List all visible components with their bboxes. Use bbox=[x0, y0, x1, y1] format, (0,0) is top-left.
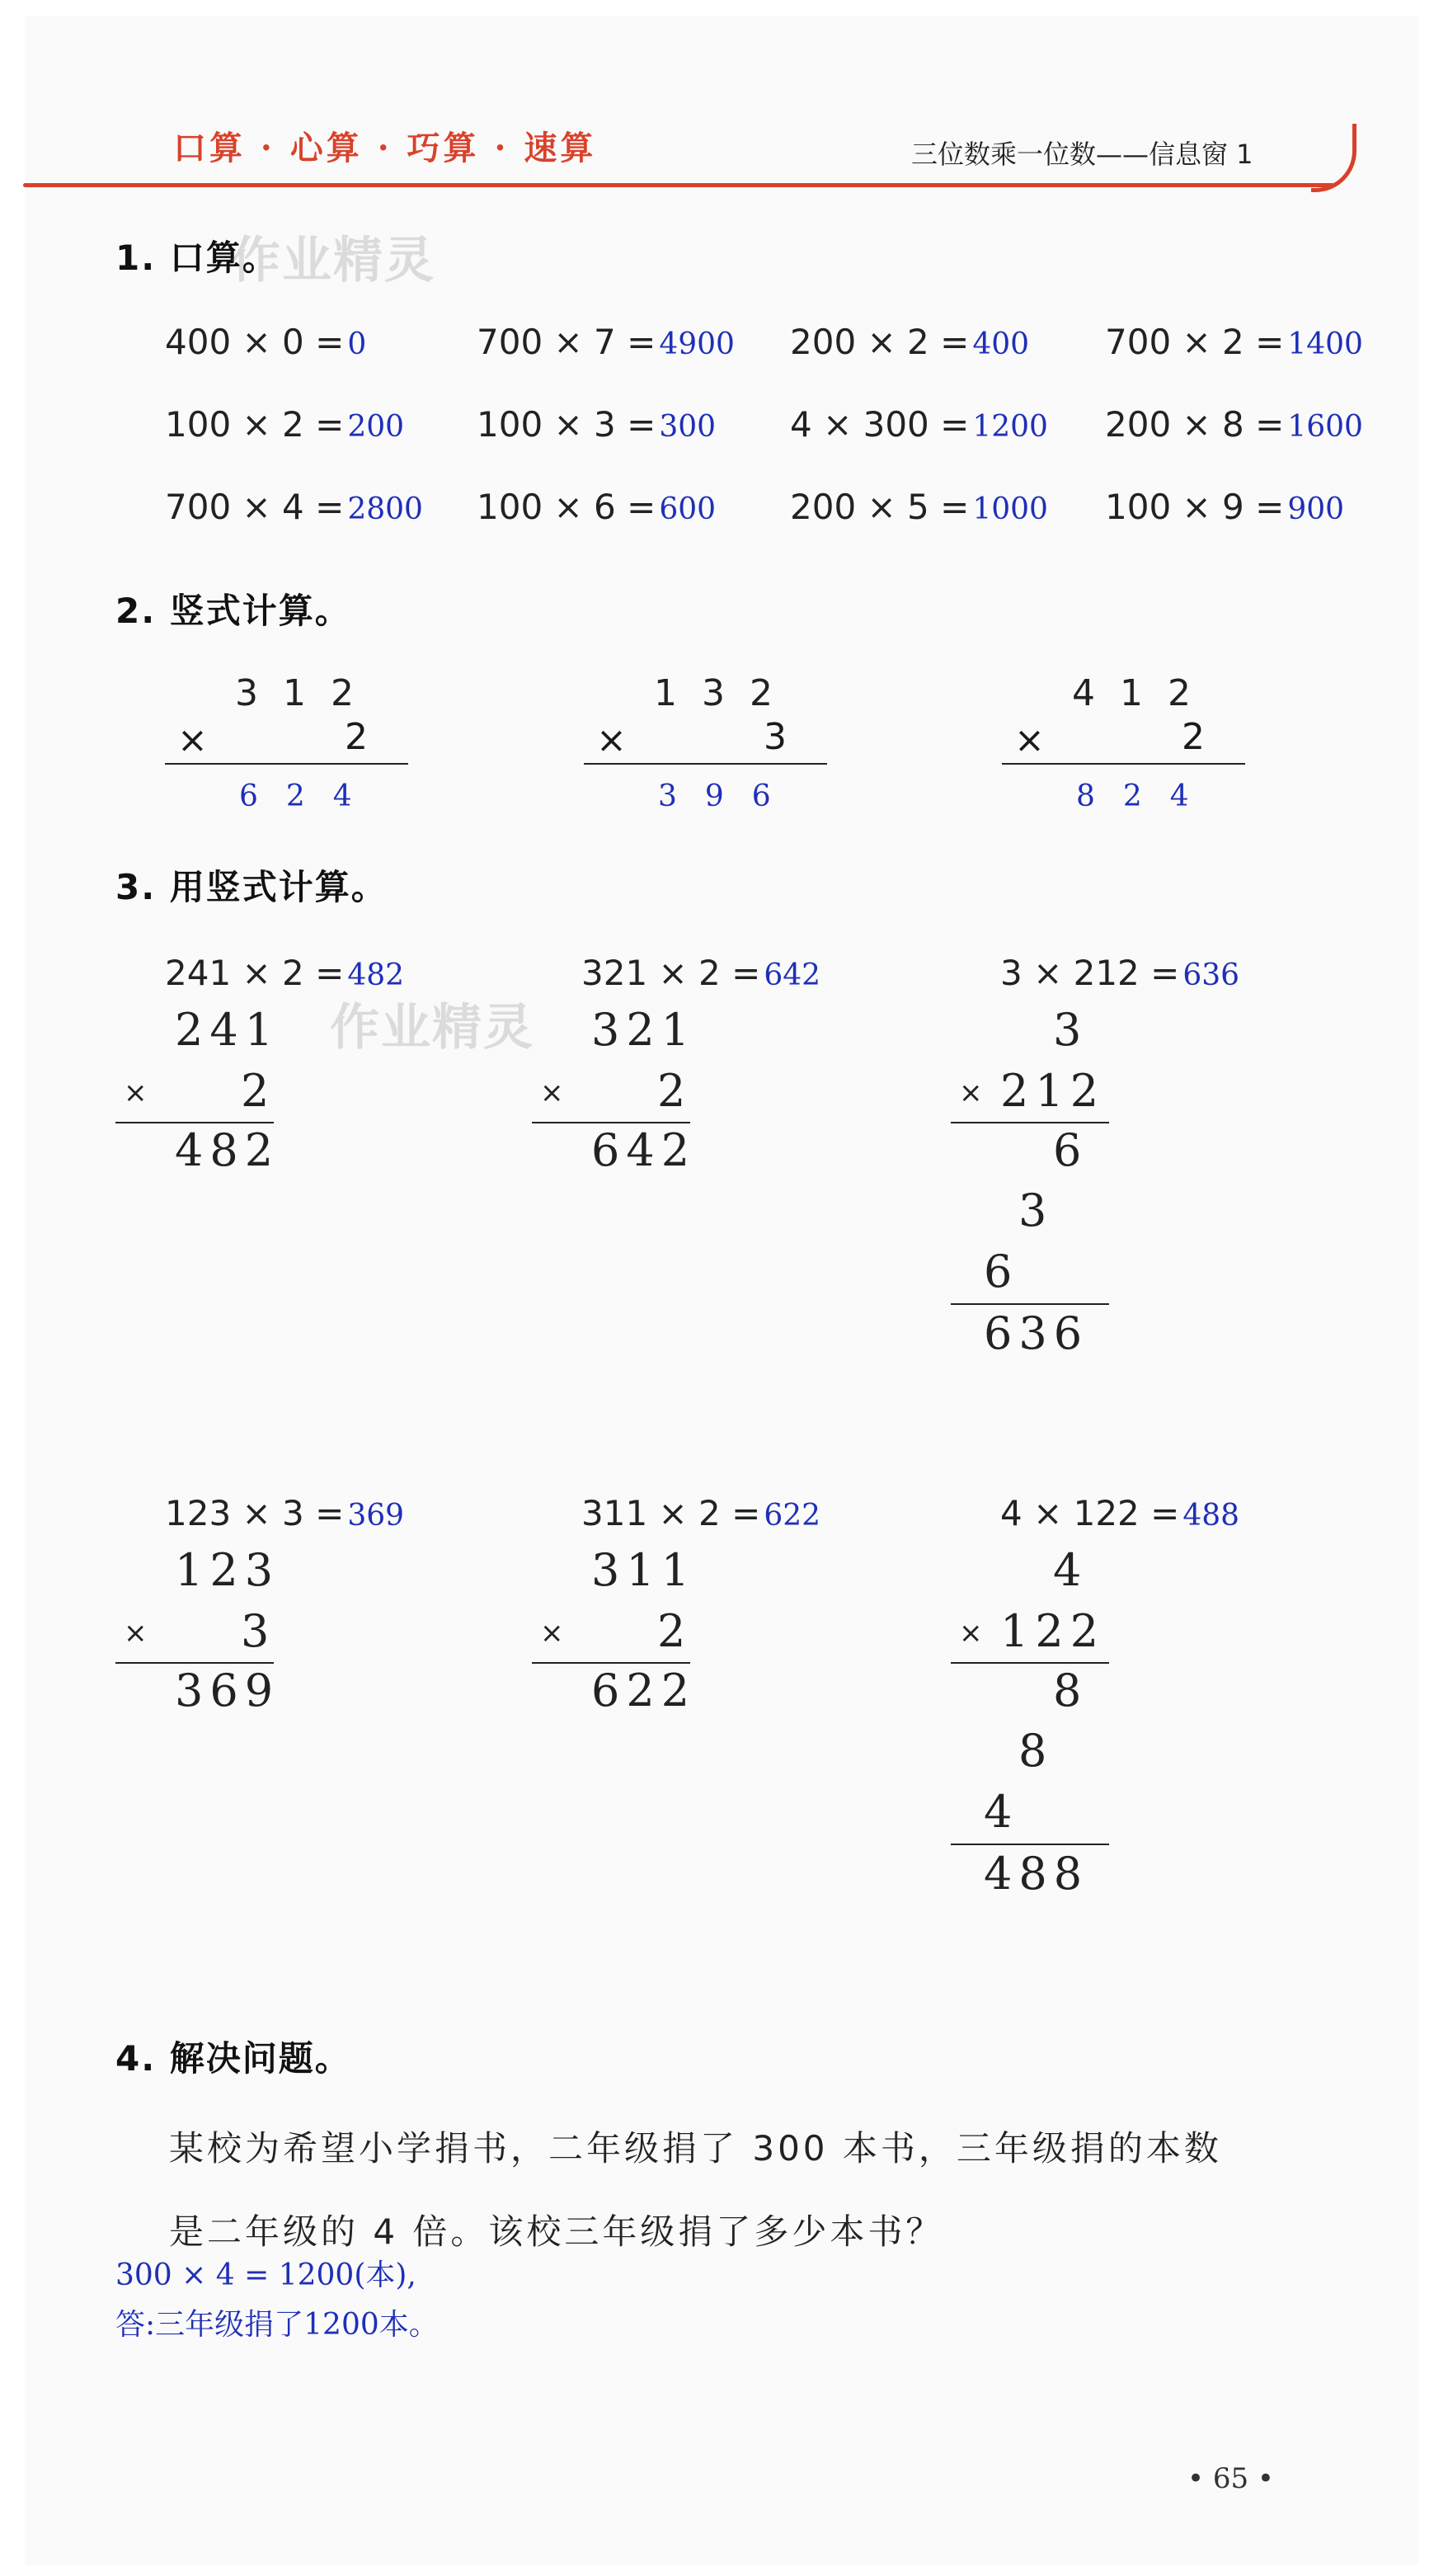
vertical-top-number: 412 bbox=[1072, 672, 1215, 714]
written-result: 622 bbox=[591, 1665, 697, 1717]
multiply-sign: × bbox=[124, 1076, 148, 1109]
watermark: 作业精灵 bbox=[231, 232, 435, 290]
oral-calc-item bbox=[1105, 322, 1363, 362]
written-calc-expression: 4 × 122 = bbox=[1000, 1493, 1180, 1533]
oral-calc-item bbox=[165, 322, 366, 362]
multiply-sign: × bbox=[540, 1076, 564, 1109]
oral-calc-item bbox=[477, 404, 716, 445]
oral-calc-expression: 700 × 2 = bbox=[1105, 322, 1285, 362]
partial-product: 8 bbox=[1018, 1725, 1054, 1777]
oral-calc-answer: 200 bbox=[347, 410, 405, 444]
oral-calc-answer: 400 bbox=[972, 327, 1030, 361]
written-calc-answer: 369 bbox=[347, 1499, 405, 1533]
written-bottom-number: 212 bbox=[1000, 1065, 1106, 1117]
answer-line: 答:三年级捐了1200本。 bbox=[115, 2308, 439, 2342]
written-rule bbox=[532, 1122, 690, 1123]
vertical-bottom-number: 2 bbox=[345, 716, 368, 758]
header-left-title: 口算 · 心算 · 巧算 · 速算 bbox=[173, 129, 597, 167]
written-result: 488 bbox=[984, 1848, 1089, 1900]
written-rule bbox=[115, 1662, 274, 1664]
written-calc-header bbox=[1000, 953, 1239, 993]
written-rule bbox=[951, 1122, 1109, 1123]
oral-calc-expression: 100 × 3 = bbox=[477, 404, 656, 445]
oral-calc-answer: 2800 bbox=[347, 492, 423, 526]
multiply-sign: × bbox=[959, 1076, 983, 1109]
vertical-rule bbox=[165, 763, 408, 765]
partial-product: 4 bbox=[984, 1786, 1019, 1838]
written-top-number: 321 bbox=[591, 1004, 697, 1056]
written-calc-header bbox=[165, 953, 404, 993]
written-calc-expression: 123 × 3 = bbox=[165, 1493, 345, 1533]
oral-calc-answer: 900 bbox=[1287, 492, 1345, 526]
oral-calc-item bbox=[1105, 404, 1363, 445]
section4-title: 4. 解决问题。 bbox=[115, 2038, 351, 2079]
written-result: 642 bbox=[591, 1124, 697, 1176]
section3-title: 3. 用竖式计算。 bbox=[115, 867, 388, 907]
written-rule bbox=[532, 1662, 690, 1664]
oral-calc-expression: 200 × 2 = bbox=[790, 322, 970, 362]
oral-calc-item bbox=[790, 487, 1048, 527]
vertical-answer: 824 bbox=[1076, 779, 1217, 813]
written-calc-answer: 488 bbox=[1182, 1499, 1240, 1533]
vertical-top-number: 312 bbox=[235, 672, 378, 714]
written-bottom-number: 2 bbox=[241, 1065, 276, 1117]
oral-calc-expression: 100 × 2 = bbox=[165, 404, 345, 445]
oral-calc-answer: 1000 bbox=[972, 492, 1048, 526]
oral-calc-expression: 700 × 7 = bbox=[477, 322, 656, 362]
page-background bbox=[25, 16, 1418, 2565]
oral-calc-expression: 4 × 300 = bbox=[790, 404, 970, 445]
oral-calc-item bbox=[477, 487, 716, 527]
written-calc-expression: 3 × 212 = bbox=[1000, 953, 1180, 993]
written-bottom-number: 122 bbox=[1000, 1605, 1106, 1657]
oral-calc-answer: 600 bbox=[659, 492, 717, 526]
vertical-rule bbox=[584, 763, 827, 765]
watermark-2: 作业精灵 bbox=[330, 999, 534, 1057]
written-top-number: 241 bbox=[175, 1004, 280, 1056]
section1-title: 1. 口算。 bbox=[115, 238, 279, 278]
written-calc-header bbox=[1000, 1493, 1239, 1533]
partial-product: 6 bbox=[1053, 1124, 1088, 1176]
written-calc-answer: 642 bbox=[764, 958, 821, 992]
multiply-sign: × bbox=[596, 719, 627, 761]
written-top-number: 311 bbox=[591, 1544, 697, 1596]
section2-title: 2. 竖式计算。 bbox=[115, 591, 351, 631]
multiply-sign: × bbox=[124, 1617, 148, 1650]
written-bottom-number: 3 bbox=[241, 1605, 276, 1657]
written-result: 636 bbox=[984, 1307, 1089, 1359]
written-calc-answer: 482 bbox=[347, 958, 405, 992]
written-calc-header bbox=[581, 953, 820, 993]
solution-line: 300 × 4 = 1200(本), bbox=[115, 2258, 416, 2292]
written-rule bbox=[115, 1122, 274, 1123]
oral-calc-answer: 1600 bbox=[1287, 410, 1363, 444]
written-bottom-number: 2 bbox=[657, 1065, 693, 1117]
written-top-number: 3 bbox=[1053, 1004, 1088, 1056]
written-top-number: 4 bbox=[1053, 1544, 1088, 1596]
vertical-bottom-number: 3 bbox=[764, 716, 787, 758]
oral-calc-item bbox=[477, 322, 735, 362]
partial-product: 8 bbox=[1053, 1665, 1088, 1717]
oral-calc-item bbox=[790, 322, 1029, 362]
oral-calc-answer: 1200 bbox=[972, 410, 1048, 444]
oral-calc-expression: 400 × 0 = bbox=[165, 322, 345, 362]
written-calc-answer: 636 bbox=[1182, 958, 1240, 992]
oral-calc-answer: 300 bbox=[659, 410, 717, 444]
written-calc-expression: 241 × 2 = bbox=[165, 953, 345, 993]
written-rule bbox=[951, 1303, 1109, 1305]
oral-calc-answer: 1400 bbox=[1287, 327, 1363, 361]
oral-calc-item bbox=[165, 487, 423, 527]
written-calc-header bbox=[165, 1493, 404, 1533]
oral-calc-expression: 700 × 4 = bbox=[165, 487, 345, 527]
written-calc-expression: 321 × 2 = bbox=[581, 953, 761, 993]
oral-calc-item bbox=[790, 404, 1048, 445]
oral-calc-expression: 100 × 9 = bbox=[1105, 487, 1285, 527]
page-number: • 65 • bbox=[1187, 2462, 1274, 2495]
written-calc-header bbox=[581, 1493, 820, 1533]
vertical-answer: 396 bbox=[658, 779, 799, 813]
multiply-sign: × bbox=[540, 1617, 564, 1650]
written-bottom-number: 2 bbox=[657, 1605, 693, 1657]
written-rule bbox=[951, 1844, 1109, 1845]
oral-calc-answer: 0 bbox=[347, 327, 367, 361]
partial-product: 3 bbox=[1018, 1184, 1054, 1236]
oral-calc-expression: 200 × 8 = bbox=[1105, 404, 1285, 445]
multiply-sign: × bbox=[959, 1617, 983, 1650]
written-top-number: 123 bbox=[175, 1544, 280, 1596]
multiply-sign: × bbox=[177, 719, 208, 761]
header-right-title: 三位数乘一位数——信息窗 1 bbox=[911, 139, 1253, 170]
header-rule bbox=[23, 183, 1334, 187]
partial-product: 6 bbox=[984, 1246, 1019, 1297]
oral-calc-expression: 200 × 5 = bbox=[790, 487, 970, 527]
problem-line-1: 某校为希望小学捐书，二年级捐了 300 本书，三年级捐的本数 bbox=[169, 2128, 1222, 2169]
written-calc-expression: 311 × 2 = bbox=[581, 1493, 761, 1533]
vertical-bottom-number: 2 bbox=[1182, 716, 1205, 758]
problem-line-2: 是二年级的 4 倍。该校三年级捐了多少本书？ bbox=[169, 2211, 944, 2252]
oral-calc-item bbox=[1105, 487, 1344, 527]
multiply-sign: × bbox=[1014, 719, 1045, 761]
vertical-top-number: 132 bbox=[654, 672, 797, 714]
written-calc-answer: 622 bbox=[764, 1499, 821, 1533]
vertical-rule bbox=[1002, 763, 1245, 765]
oral-calc-answer: 4900 bbox=[659, 327, 735, 361]
written-rule bbox=[951, 1662, 1109, 1664]
written-result: 482 bbox=[175, 1124, 280, 1176]
oral-calc-expression: 100 × 6 = bbox=[477, 487, 656, 527]
oral-calc-item bbox=[165, 404, 404, 445]
written-result: 369 bbox=[175, 1665, 280, 1717]
vertical-answer: 624 bbox=[239, 779, 380, 813]
